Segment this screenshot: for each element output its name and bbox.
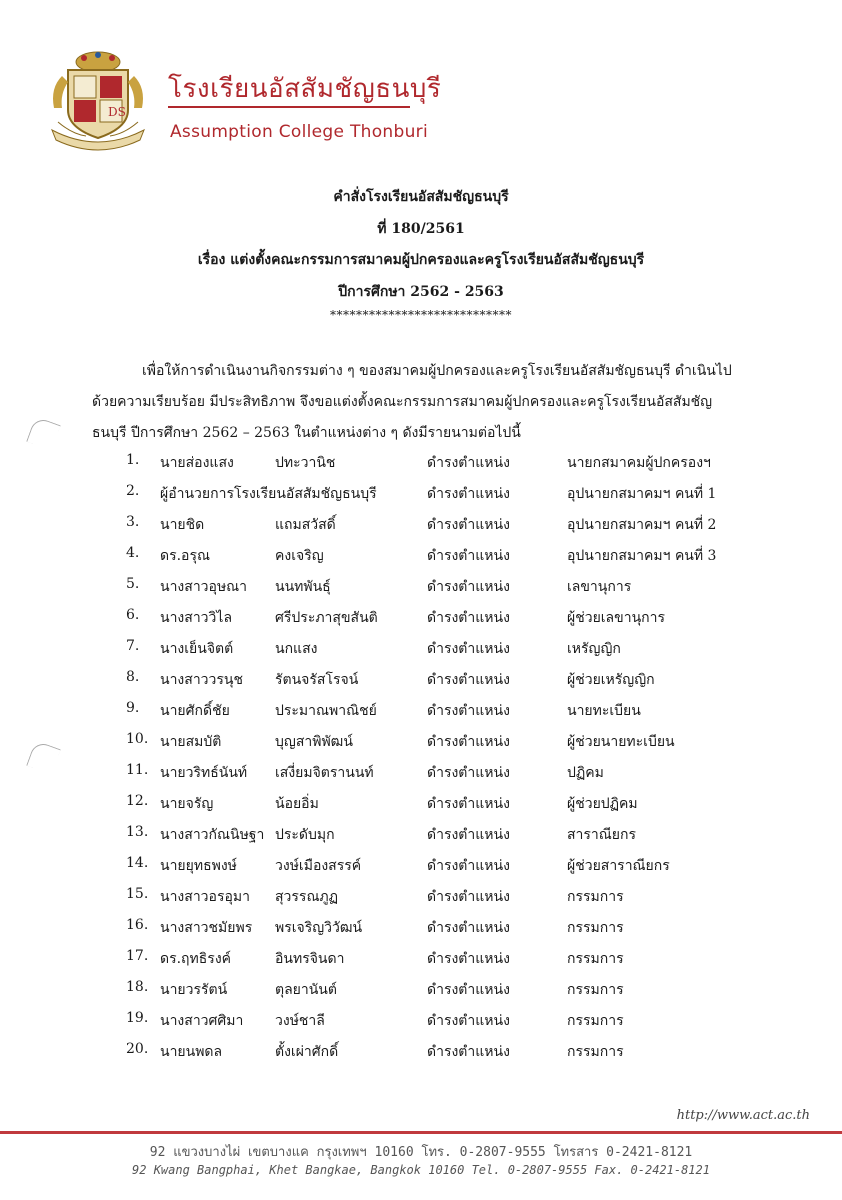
member-role-label: ดำรงตำแหน่ง <box>427 672 510 688</box>
member-first-name: นางสาววรนุช <box>160 672 243 688</box>
member-role-label: ดำรงตำแหน่ง <box>427 1044 510 1060</box>
binder-hole-mark <box>26 416 61 451</box>
member-position: ผู้ช่วยเลขานุการ <box>567 610 665 626</box>
member-number: 15. <box>126 886 149 902</box>
member-position: ผู้ช่วยปฏิคม <box>567 796 638 812</box>
order-heading: คำสั่งโรงเรียนอัสสัมชัญธนบุรี <box>333 189 509 205</box>
address-thai: 92 แขวงบางไผ่ เขตบางแค กรุงเทพฯ 10160 โทร. 0-2807-9555 โทรสาร 0-2421-8121 <box>149 1145 693 1160</box>
member-role-label: ดำรงตำแหน่ง <box>427 703 510 719</box>
member-last-name: วงษ์เมืองสรรค์ <box>275 858 362 874</box>
academic-year: ปีการศึกษา 2562 - 2563 <box>338 283 504 300</box>
member-last-name: ประมาณพาณิชย์ <box>275 703 377 719</box>
member-last-name: ตุลยานันต์ <box>275 982 337 998</box>
member-row <box>0 1010 842 1040</box>
member-first-name: นางสาวอุษณา <box>160 579 248 595</box>
member-number: 1. <box>126 452 140 468</box>
member-number: 11. <box>126 762 149 778</box>
member-last-name: คงเจริญ <box>275 548 324 564</box>
member-role-label: ดำรงตำแหน่ง <box>427 889 510 905</box>
member-first-name: ดร.อรุณ <box>160 548 210 564</box>
member-first-name: นายสมบัติ <box>160 734 222 750</box>
member-position: กรรมการ <box>567 1013 624 1029</box>
member-first-name: นางสาวชมัยพร <box>160 920 253 936</box>
member-row <box>0 607 842 637</box>
member-last-name: แถมสวัสดิ์ <box>275 517 336 533</box>
intro-line-1: เพื่อให้การดำเนินงานกิจกรรมต่าง ๆ ของสมาคมผู้ปกครองและครูโรงเรียนอัสสัมชัญธนบุรี ดำเนินไป <box>142 363 732 379</box>
member-position: ผู้ช่วยสาราณียกร <box>567 858 670 874</box>
member-number: 20. <box>126 1041 149 1057</box>
member-row <box>0 948 842 978</box>
intro-line-2: ด้วยความเรียบร้อย มีประสิทธิภาพ จึงขอแต่งตั้งคณะกรรมการสมาคมผู้ปกครองและครูโรงเรียนอัสสัมชัญ <box>92 394 713 410</box>
intro-paragraph <box>92 356 782 449</box>
member-row <box>0 762 842 792</box>
member-row <box>0 979 842 1009</box>
member-position: กรรมการ <box>567 920 624 936</box>
member-role-label: ดำรงตำแหน่ง <box>427 982 510 998</box>
member-role-label: ดำรงตำแหน่ง <box>427 517 510 533</box>
member-role-label: ดำรงตำแหน่ง <box>427 765 510 781</box>
member-last-name: บุญสาพิพัฒน์ <box>275 734 353 750</box>
member-first-name: นายส่องแสง <box>160 455 234 471</box>
order-number: ที่ 180/2561 <box>377 220 465 237</box>
order-title-block <box>0 182 842 324</box>
member-first-name: นายชิด <box>160 517 205 533</box>
member-role-label: ดำรงตำแหน่ง <box>427 920 510 936</box>
letterhead-divider <box>168 106 410 108</box>
website-url[interactable]: http://www.act.ac.th <box>676 1108 810 1123</box>
member-position: อุปนายกสมาคมฯ คนที่ 3 <box>567 548 717 564</box>
member-role-label: ดำรงตำแหน่ง <box>427 579 510 595</box>
member-last-name: ปทะวานิช <box>275 455 336 471</box>
member-first-name: นายจรัญ <box>160 796 214 812</box>
member-row <box>0 700 842 730</box>
member-position: กรรมการ <box>567 982 624 998</box>
order-subject: เรื่อง แต่งตั้งคณะกรรมการสมาคมผู้ปกครองและครูโรงเรียนอัสสัมชัญธนบุรี <box>197 252 645 268</box>
member-row <box>0 855 842 885</box>
member-number: 12. <box>126 793 149 809</box>
member-last-name: นกแสง <box>275 641 318 657</box>
member-first-name: นายวรรัตน์ <box>160 982 228 998</box>
member-role-label: ดำรงตำแหน่ง <box>427 858 510 874</box>
separator-stars: **************************** <box>330 308 512 322</box>
member-number: 17. <box>126 948 149 964</box>
member-last-name: พรเจริญวิวัฒน์ <box>275 920 363 936</box>
member-first-name: ผู้อำนวยการโรงเรียนอัสสัมชัญธนบุรี <box>160 486 377 502</box>
member-last-name: น้อยอิ่ม <box>275 796 319 812</box>
member-row <box>0 638 842 668</box>
intro-line <box>92 418 782 449</box>
member-first-name: นายศักดิ์ชัย <box>160 703 230 719</box>
member-position: สาราณียกร <box>567 827 636 843</box>
member-position: กรรมการ <box>567 889 624 905</box>
member-first-name: นางสาวอรอุมา <box>160 889 250 905</box>
intro-line-3: ธนบุรี ปีการศึกษา 2562 – 2563 ในตำแหน่งต่าง ๆ ดังมีรายนามต่อไปนี้ <box>92 425 521 441</box>
member-number: 13. <box>126 824 149 840</box>
member-position: อุปนายกสมาคมฯ คนที่ 1 <box>567 486 717 502</box>
member-row <box>0 824 842 854</box>
member-role-label: ดำรงตำแหน่ง <box>427 455 510 471</box>
member-number: 6. <box>126 607 140 623</box>
school-name-english: Assumption College Thonburi <box>170 122 428 142</box>
member-first-name: นางสาวกัณนิษฐา <box>160 827 265 843</box>
member-position: กรรมการ <box>567 1044 624 1060</box>
member-last-name: รัตนจรัสโรจน์ <box>275 672 359 688</box>
member-first-name: นายวริทธ์นันท์ <box>160 765 248 781</box>
member-position: เหรัญญิก <box>567 641 621 657</box>
member-number: 18. <box>126 979 149 995</box>
member-last-name: ศรีประภาสุขสันติ <box>275 610 378 626</box>
member-row <box>0 669 842 699</box>
member-role-label: ดำรงตำแหน่ง <box>427 951 510 967</box>
member-row <box>0 793 842 823</box>
member-last-name: เสงี่ยมจิตรานนท์ <box>275 765 374 781</box>
school-crest-logo <box>48 48 148 158</box>
member-number: 16. <box>126 917 149 933</box>
member-number: 3. <box>126 514 140 530</box>
member-position: เลขานุการ <box>567 579 632 595</box>
member-role-label: ดำรงตำแหน่ง <box>427 610 510 626</box>
member-position: ผู้ช่วยเหรัญญิก <box>567 672 655 688</box>
member-role-label: ดำรงตำแหน่ง <box>427 486 510 502</box>
member-first-name: นายยุทธพงษ์ <box>160 858 237 874</box>
member-first-name: ดร.ฤทธิรงค์ <box>160 951 232 967</box>
member-row <box>0 452 842 482</box>
member-first-name: นางสาวศศิมา <box>160 1013 244 1029</box>
member-position: นายกสมาคมผู้ปกครองฯ <box>567 455 711 471</box>
address-english: 92 Kwang Bangphai, Khet Bangkae, Bangkok 10160 Tel. 0-2807-9555 Fax. 0-2421-8121 <box>132 1163 710 1177</box>
member-last-name: วงษ์ชาลี <box>275 1013 325 1029</box>
member-position: นายทะเบียน <box>567 703 641 719</box>
member-row <box>0 1041 842 1071</box>
member-row <box>0 731 842 761</box>
member-row <box>0 483 842 513</box>
member-position: ผู้ช่วยนายทะเบียน <box>567 734 675 750</box>
member-position: กรรมการ <box>567 951 624 967</box>
member-position: ปฏิคม <box>567 765 604 781</box>
member-number: 14. <box>126 855 149 871</box>
footer-divider <box>0 1131 842 1134</box>
svg-text:DS: DS <box>108 105 126 119</box>
member-role-label: ดำรงตำแหน่ง <box>427 734 510 750</box>
member-row <box>0 545 842 575</box>
member-row <box>0 514 842 544</box>
member-role-label: ดำรงตำแหน่ง <box>427 1013 510 1029</box>
member-first-name: นายนพดล <box>160 1044 223 1060</box>
member-number: 8. <box>126 669 140 685</box>
school-name-thai: โรงเรียนอัสสัมชัญธนบุรี <box>168 74 442 104</box>
member-number: 10. <box>126 731 149 747</box>
member-role-label: ดำรงตำแหน่ง <box>427 796 510 812</box>
member-role-label: ดำรงตำแหน่ง <box>427 827 510 843</box>
member-first-name: นางสาววิไล <box>160 610 233 626</box>
member-first-name: นางเย็นจิตต์ <box>160 641 234 657</box>
member-last-name: สุวรรณภูฏ <box>275 889 339 905</box>
member-number: 9. <box>126 700 140 716</box>
member-row <box>0 576 842 606</box>
member-row <box>0 917 842 947</box>
intro-line <box>92 387 782 418</box>
member-role-label: ดำรงตำแหน่ง <box>427 548 510 564</box>
member-last-name: ประดับมุก <box>275 827 335 843</box>
member-role-label: ดำรงตำแหน่ง <box>427 641 510 657</box>
member-last-name: ตั้งเผ่าศักดิ์ <box>275 1044 339 1060</box>
member-position: อุปนายกสมาคมฯ คนที่ 2 <box>567 517 717 533</box>
member-number: 2. <box>126 483 140 499</box>
member-number: 5. <box>126 576 140 592</box>
member-number: 4. <box>126 545 140 561</box>
member-row <box>0 886 842 916</box>
intro-line <box>92 356 782 387</box>
member-number: 7. <box>126 638 140 654</box>
member-last-name: นนทพันธุ์ <box>275 579 331 595</box>
member-number: 19. <box>126 1010 149 1026</box>
member-last-name: อินทรจินดา <box>275 951 345 967</box>
